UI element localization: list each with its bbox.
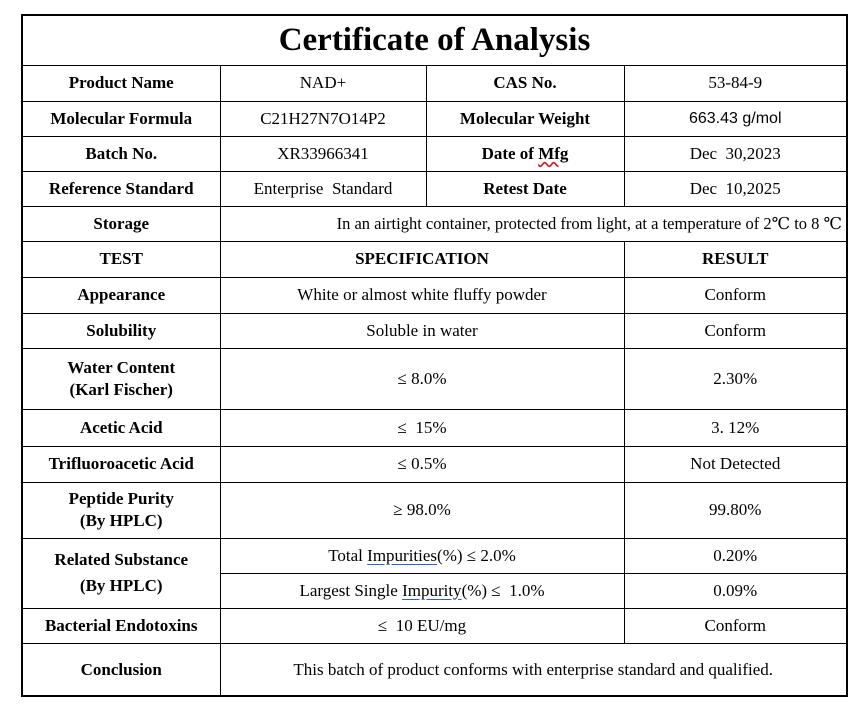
related-single-word: Impurity (402, 580, 462, 600)
mfg-label-prefix: Date of (481, 143, 539, 163)
row-reference (23, 171, 846, 206)
row-water-content (23, 348, 846, 409)
reference-label: Reference Standard (23, 171, 220, 206)
row-appearance (23, 277, 846, 313)
tfa-name: Trifluoroacetic Acid (23, 446, 220, 482)
endotoxins-spec: ≤ 10 EU/mg (220, 608, 624, 643)
related-substance-name-line2: (By HPLC) (79, 576, 163, 595)
header-test: TEST (23, 241, 220, 277)
solubility-result: Conform (624, 313, 846, 348)
storage-label: Storage (23, 206, 220, 241)
related-single-suffix: (%) ≤ 1.0% (461, 580, 545, 600)
reference-value: Enterprise Standard (220, 171, 426, 206)
weight-value: 663.43 g/mol (624, 101, 846, 136)
batch-value: XR33966341 (220, 136, 426, 171)
product-name-value: NAD+ (220, 66, 426, 101)
related-total-result: 0.20% (624, 538, 846, 573)
row-endotoxins (23, 608, 846, 643)
water-content-name-line2: (Karl Fischer) (69, 379, 173, 399)
related-total-spec (220, 538, 624, 573)
endotoxins-result: Conform (624, 608, 846, 643)
row-formula (23, 101, 846, 136)
water-content-name (23, 348, 220, 409)
peptide-purity-name-line2: (By HPLC) (79, 511, 163, 530)
cas-label: CAS No. (426, 66, 624, 101)
formula-label: Molecular Formula (23, 101, 220, 136)
row-solubility (23, 313, 846, 348)
row-headers (23, 241, 846, 277)
formula-value: C21H27N7O14P2 (220, 101, 426, 136)
related-substance-name-line1: Related Substance (54, 550, 189, 569)
acetic-acid-name: Acetic Acid (23, 409, 220, 446)
row-tfa (23, 446, 846, 482)
batch-label: Batch No. (23, 136, 220, 171)
certificate-sheet (21, 14, 848, 697)
retest-date-value: Dec 10,2025 (624, 171, 846, 206)
solubility-name: Solubility (23, 313, 220, 348)
appearance-spec: White or almost white fluffy powder (220, 277, 624, 313)
water-content-name-line1: Water Content (67, 357, 176, 377)
related-single-result: 0.09% (624, 573, 846, 608)
analysis-table (23, 66, 846, 696)
row-batch (23, 136, 846, 171)
weight-label: Molecular Weight (426, 101, 624, 136)
related-substance-name (23, 538, 220, 608)
product-name-label: Product Name (23, 66, 220, 101)
appearance-result: Conform (624, 277, 846, 313)
storage-value: In an airtight container, protected from light, at a temperature of 2℃ to 8 ℃ (220, 206, 846, 241)
related-total-prefix: Total (328, 545, 368, 565)
cas-value: 53-84-9 (624, 66, 846, 101)
row-acetic-acid (23, 409, 846, 446)
conclusion-text: This batch of product conforms with enterprise standard and qualified. (220, 643, 846, 696)
related-total-word: Impurities (367, 545, 438, 565)
peptide-purity-spec: ≥ 98.0% (220, 482, 624, 538)
related-total-suffix: (%) ≤ 2.0% (437, 545, 516, 565)
tfa-spec: ≤ 0.5% (220, 446, 624, 482)
mfg-label (426, 136, 624, 171)
mfg-date-value: Dec 30,2023 (624, 136, 846, 171)
retest-label: Retest Date (426, 171, 624, 206)
endotoxins-name: Bacterial Endotoxins (23, 608, 220, 643)
row-conclusion (23, 643, 846, 696)
related-single-spec (220, 573, 624, 608)
acetic-acid-spec: ≤ 15% (220, 409, 624, 446)
water-content-spec: ≤ 8.0% (220, 348, 624, 409)
water-content-result: 2.30% (624, 348, 846, 409)
conclusion-label: Conclusion (23, 643, 220, 696)
peptide-purity-result: 99.80% (624, 482, 846, 538)
related-single-prefix: Largest Single (299, 580, 403, 600)
row-storage (23, 206, 846, 241)
row-product-name (23, 66, 846, 101)
header-specification: SPECIFICATION (220, 241, 624, 277)
peptide-purity-name-line1: Peptide Purity (68, 489, 174, 508)
document-title: Certificate of Analysis (23, 16, 846, 66)
appearance-name: Appearance (23, 277, 220, 313)
row-related-total (23, 538, 846, 573)
acetic-acid-result: 3. 12% (624, 409, 846, 446)
mfg-label-word: Mfg (538, 143, 569, 163)
row-peptide-purity (23, 482, 846, 538)
peptide-purity-name (23, 482, 220, 538)
tfa-result: Not Detected (624, 446, 846, 482)
header-result: RESULT (624, 241, 846, 277)
solubility-spec: Soluble in water (220, 313, 624, 348)
